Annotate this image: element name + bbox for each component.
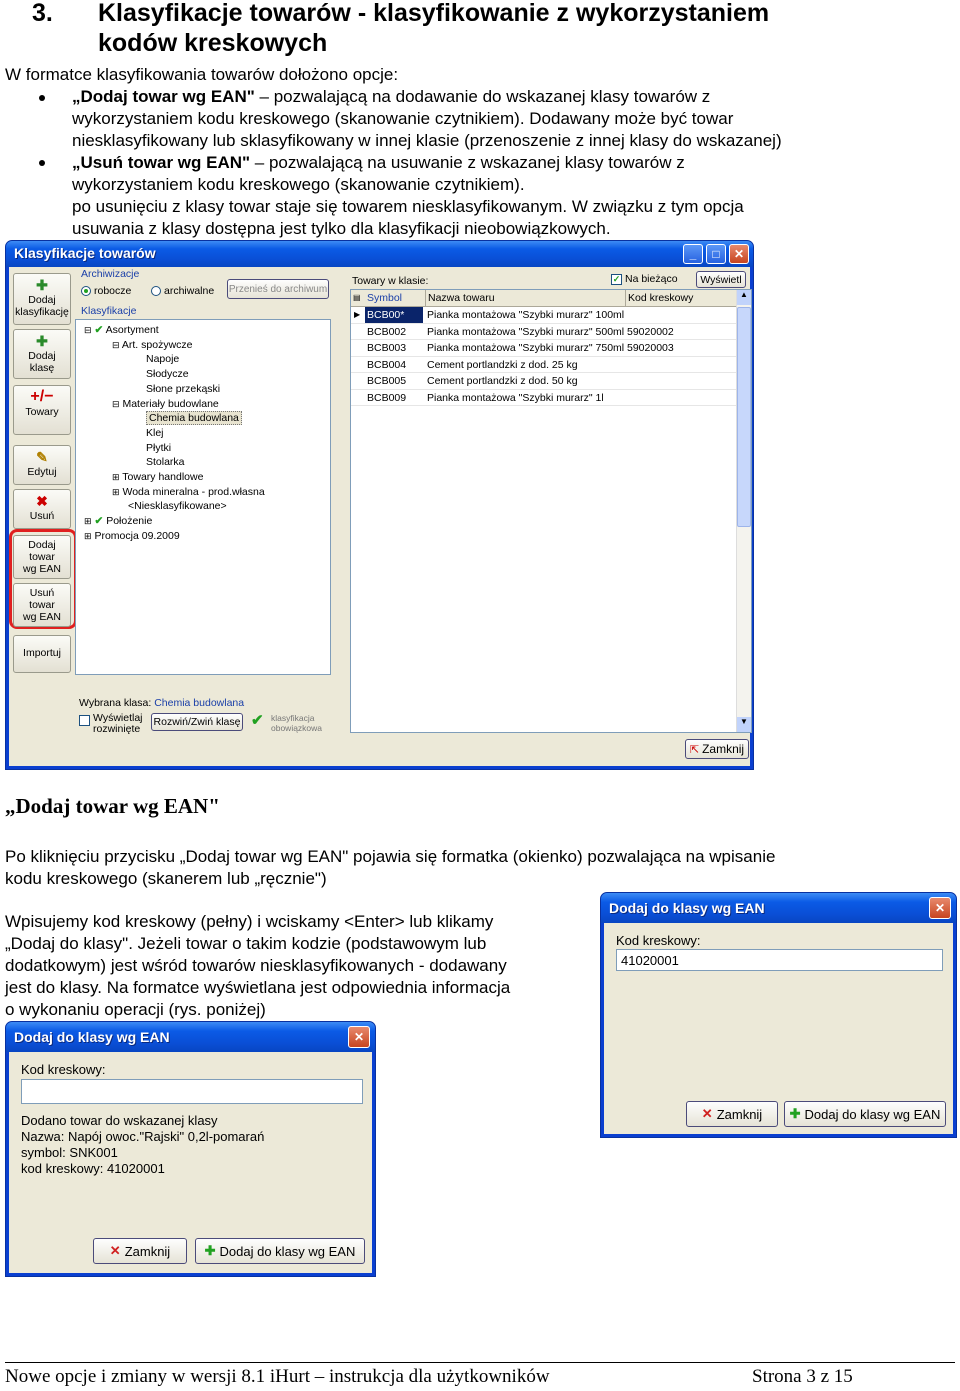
scrollbar-thumb[interactable] (737, 307, 751, 527)
ean-dialog-result (5, 1021, 376, 1277)
window-body (9, 267, 750, 766)
tree-item[interactable]: Słone przekąski (146, 382, 221, 395)
para2-line: dodatkowym) jest wśród towarów niesklasyfikowanych - dodawany (5, 956, 507, 975)
edit-icon: ✎ (36, 449, 48, 465)
move-to-archive-button[interactable]: Przenieś do archiwum (227, 279, 329, 299)
bullet-dot (39, 95, 45, 101)
archive-label: Archiwizacje (81, 268, 140, 280)
ean-label: Kod kreskowy: (616, 933, 701, 948)
vertical-scrollbar[interactable] (736, 290, 751, 732)
ean-dialog (600, 892, 957, 1138)
cancel-button[interactable]: ✕ Zamknij (93, 1238, 187, 1264)
show-expanded-checkbox[interactable]: Wyświetlaj rozwinięte (79, 713, 149, 735)
door-icon: ⇱ (689, 743, 700, 756)
scroll-down-icon[interactable]: ▼ (737, 717, 751, 732)
delete-button[interactable]: ✖ Usuń (13, 489, 71, 529)
tree-item[interactable]: ⊟ Materiały budowlane (112, 397, 219, 410)
cancel-button[interactable]: ✕ Zamknij (686, 1101, 778, 1127)
expand-collapse-button[interactable]: Rozwiń/Zwiń klasę (151, 713, 243, 731)
tree-item[interactable]: Słodycze (146, 368, 189, 381)
selected-class: Wybrana klasa: Chemia budowlana (79, 697, 245, 709)
check-icon: ✔ (251, 712, 264, 729)
tree-item[interactable]: ⊟ ✔ Asortyment (84, 324, 159, 336)
close-button[interactable]: ⇱ Zamknij (685, 739, 749, 759)
row-pointer-icon: ▶ (354, 310, 361, 319)
tree-item[interactable]: ⊟ Art. spożywcze (112, 338, 193, 351)
goods-button[interactable]: +/− Towary (13, 385, 71, 435)
tree-item[interactable]: <Niesklasyfikowane> (128, 500, 227, 513)
add-icon: ✚ (204, 1243, 216, 1258)
bullet1-line2: wykorzystaniem kodu kreskowego (skanowanie czytnikiem). Dodawany może być towar (72, 109, 734, 128)
tree-item-selected[interactable]: Chemia budowlana (82, 411, 330, 426)
add-to-class-button[interactable]: ✚ Dodaj do klasy wg EAN (784, 1101, 946, 1127)
heading-number: 3. (32, 0, 53, 27)
para1-line1: Po kliknięciu przycisku „Dodaj towar wg EAN" pojawia się formatka (okienko) pozwalająca na wpisanie (5, 847, 776, 866)
tree-item[interactable]: ⊞ Towary handlowe (112, 471, 204, 484)
bullet2-line3: po usunięciu z klasy towar staje się towarem niesklasyfikowanym. W związku z tym opcja (72, 197, 744, 216)
bullet1-line3: niesklasyfikowany lub sklasyfikowany w innej klasie (przenoszenie z innej klasy do wskazanej) (72, 131, 782, 150)
tree-item[interactable]: Stolarka (146, 456, 185, 469)
col-ean[interactable]: Kod kreskowy (625, 290, 735, 306)
para2-line: jest do klasy. Na formatce wyświetlana jest odpowiednia informacja (5, 978, 511, 997)
import-button[interactable]: Importuj (13, 635, 71, 673)
table-row[interactable]: ▶ BCB00* Pianka montażowa "Szybki murarz" 100ml (351, 307, 751, 324)
para1-line2: kodu kreskowego (skanerem lub „ręcznie") (5, 869, 327, 888)
para2-line: „Dodaj do klasy". Jeżeli towar o takim kodzie (podstawowym lub (5, 934, 487, 953)
bullet2-line1: „Usuń towar wg EAN" – pozwalającą na usuwanie z wskazanej klasy towarów z (72, 153, 685, 172)
mandatory-label: klasyfikacja obowiązkowa (271, 713, 323, 733)
tree-item[interactable]: ⊞ Promocja 09.2009 (84, 529, 180, 542)
classification-tree[interactable] (75, 319, 331, 675)
add-class-button[interactable]: ✚ Dodaj klasę (13, 329, 71, 379)
goods-label: Towary w klasie: (352, 275, 429, 287)
tree-item[interactable]: Napoje (146, 353, 180, 366)
delete-icon: ✖ (36, 493, 48, 509)
tree-item[interactable]: Klej (146, 426, 164, 439)
add-classification-button[interactable]: ✚ Dodaj klasyfikację (13, 273, 71, 325)
footer-rule (5, 1362, 955, 1363)
table-row[interactable]: BCB005 Cement portlandzki z dod. 50 kg (351, 373, 751, 390)
remove-goods-by-ean-button[interactable]: Usuń towar wg EAN (13, 583, 71, 627)
footer-left: Nowe opcje i zmiany w wersji 8.1 iHurt – instrukcja dla użytkowników (5, 1366, 550, 1387)
heading-line2: kodów kreskowych (98, 29, 328, 57)
intro-text: W formatce klasyfikowania towarów dołożono opcje: (5, 65, 399, 84)
add-goods-by-ean-button[interactable]: Dodaj towar wg EAN (13, 535, 71, 579)
add-icon: ✚ (789, 1106, 801, 1121)
section-heading: „Dodaj towar wg EAN" (5, 794, 220, 818)
close-icon[interactable]: ✕ (929, 897, 951, 919)
close-x-icon: ✕ (109, 1243, 121, 1258)
scroll-up-icon[interactable]: ▲ (737, 290, 751, 305)
live-checkbox[interactable]: ✓ Na bieżąco (612, 273, 678, 285)
table-row[interactable]: BCB003 Pianka montażowa "Szybki murarz" 750ml 59020003 (351, 340, 751, 357)
add-icon: ✚ (36, 277, 48, 293)
tree-item[interactable]: Płytki (146, 441, 172, 454)
ean-input[interactable] (616, 949, 943, 971)
classification-window (5, 240, 754, 770)
close-icon[interactable]: ✕ (348, 1026, 370, 1048)
table-row[interactable]: BCB009 Pianka montażowa "Szybki murarz" 1l (351, 390, 751, 407)
dialog-title: Dodaj do klasy wg EAN (609, 900, 765, 916)
minimize-icon[interactable]: _ (683, 244, 703, 264)
plus-minus-icon: +/− (30, 388, 54, 405)
radio-current[interactable]: robocze (81, 285, 131, 297)
dialog-body (9, 1052, 372, 1273)
ean-label: Kod kreskowy: (21, 1062, 106, 1077)
grid-header (351, 290, 751, 307)
table-row[interactable]: BCB002 Pianka montażowa "Szybki murarz" 500ml 59020002 (351, 324, 751, 341)
dialog-titlebar (601, 893, 956, 923)
result-info: Dodano towar do wskazanej klasy Nazwa: Napój owoc."Rajski" 0,2l-pomarań symbol: SNK001 kod kreskowy: 41020001 (21, 1113, 265, 1176)
show-button[interactable]: Wyświetl (696, 271, 746, 288)
maximize-icon[interactable]: □ (706, 244, 726, 264)
dialog-title: Dodaj do klasy wg EAN (14, 1029, 170, 1045)
dialog-titlebar (6, 1022, 375, 1052)
bullet1-line1: „Dodaj towar wg EAN" – pozwalającą na dodawanie do wskazanej klasy towarów z (72, 87, 711, 106)
add-icon: ✚ (36, 333, 48, 349)
goods-grid[interactable] (350, 289, 752, 733)
window-titlebar (6, 241, 753, 267)
bullet2-line4: usuwania z klasy dostępna jest tylko dla klasyfikacji nieobowiązkowych. (72, 219, 611, 238)
grid-menu-icon: ▤ (353, 293, 361, 302)
dialog-body (604, 923, 953, 1134)
tree-item[interactable]: ⊞ Woda mineralna - prod.własna (112, 485, 265, 498)
tree-item[interactable]: ⊞ ✔ Położenie (84, 515, 153, 528)
para2-line: o wykonaniu operacji (rys. poniżej) (5, 1000, 266, 1019)
close-x-icon: ✕ (701, 1106, 713, 1121)
footer-page: Strona 3 z 15 (752, 1366, 853, 1387)
para2-line: Wpisujemy kod kreskowy (pełny) i wciskamy <Enter> lub klikamy (5, 912, 494, 931)
col-name[interactable]: Nazwa towaru (425, 290, 625, 306)
ean-input[interactable] (21, 1079, 363, 1104)
close-icon[interactable]: ✕ (729, 244, 749, 264)
col-symbol[interactable]: Symbol (367, 292, 403, 304)
window-title: Klasyfikacje towarów (14, 245, 156, 261)
edit-button[interactable]: ✎ Edytuj (13, 445, 71, 485)
bullet-dot (39, 160, 45, 166)
heading-line1: Klasyfikacje towarów - klasyfikowanie z wykorzystaniem (98, 0, 770, 27)
radio-archive[interactable]: archiwalne (151, 285, 214, 297)
add-to-class-button[interactable]: ✚ Dodaj do klasy wg EAN (195, 1238, 365, 1264)
bullet2-line2: wykorzystaniem kodu kreskowego (skanowanie czytnikiem). (72, 175, 525, 194)
table-row[interactable]: BCB004 Cement portlandzki z dod. 25 kg (351, 357, 751, 374)
classifications-label: Klasyfikacje (81, 305, 137, 317)
